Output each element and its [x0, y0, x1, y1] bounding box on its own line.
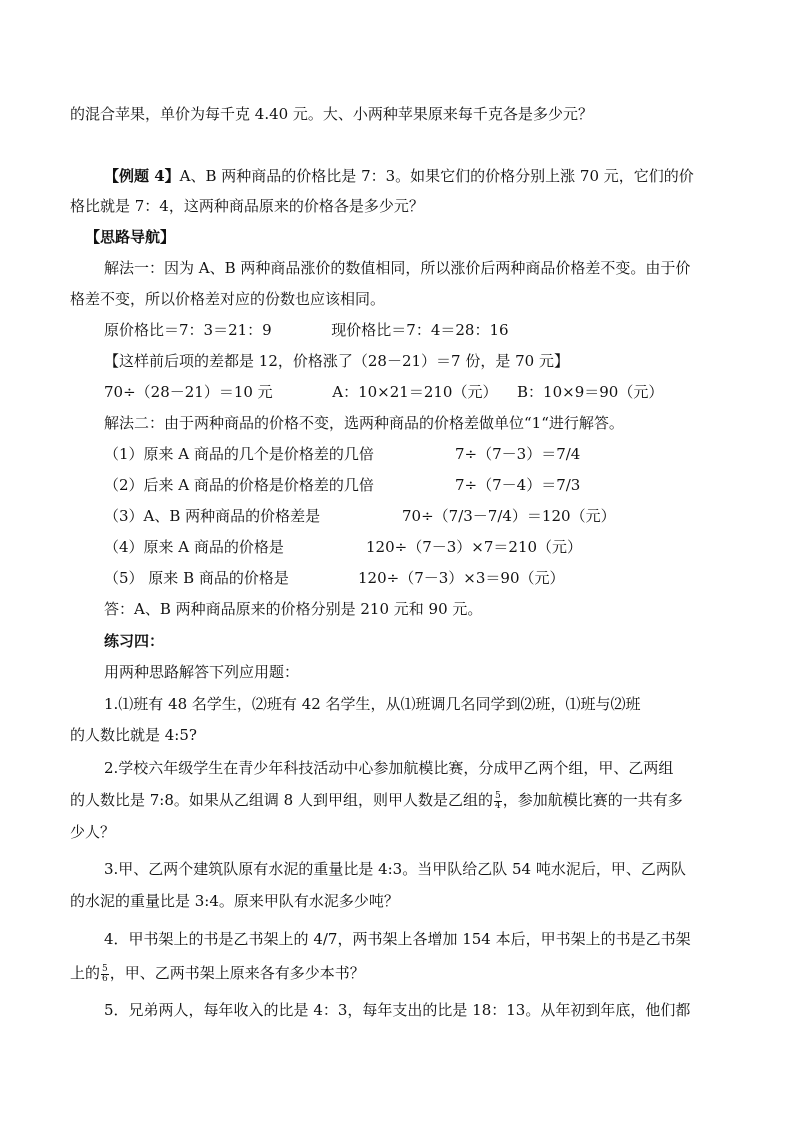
answer-line: 答：A、B 两种商品原来的价格分别是 210 元和 90 元。 [104, 600, 483, 618]
fraction-5-6 [101, 965, 109, 984]
step-formula: 70÷（7/3－7/4）＝120（元） [402, 507, 616, 525]
text-line: 解法二：由于两种商品的价格不变，选两种商品的价格差做单位“1“进行解答。 [104, 414, 624, 432]
question-5: 5．兄弟两人，每年收入的比是 4：3，每年支出的比是 18：13。从年初到年底，他们都 [104, 1001, 691, 1019]
q4-text-end: ，甲、乙两书架上原来各有多少本书？ [109, 964, 365, 982]
step-label: （4）原来 A 商品的价格是 [104, 538, 284, 556]
ratio-line [104, 320, 509, 340]
step-label: （1）原来 A 商品的几个是价格差的几倍 [104, 445, 374, 463]
q4-text: 上的 [70, 964, 101, 982]
fraction-numerator: 5 [102, 963, 108, 974]
text-line: 格差不变，所以价格差对应的份数也应该相同。 [70, 290, 386, 308]
question-2: 2.学校六年级学生在青少年科技活动中心参加航模比赛，分成甲乙两个组，甲、乙两组 [104, 759, 674, 777]
calc-b: B：10×9＝90（元） [517, 383, 664, 401]
text-line: 格比就是 7：4，这两种商品原来的价格各是多少元？ [70, 197, 424, 215]
current-ratio: 现价格比＝7：4＝28：16 [331, 321, 509, 339]
step-line [104, 537, 284, 557]
example-label: 【例题 4】 [104, 167, 180, 185]
step-label: （2）后来 A 商品的价格是价格差的几倍 [104, 476, 374, 494]
step-formula: 120÷（7－3）×3＝90（元） [358, 569, 565, 587]
fraction-5-4 [494, 792, 502, 811]
exercise-intro: 用两种思路解答下列应用题： [104, 663, 300, 681]
text-line: 解法一：因为 A、B 两种商品涨价的数值相同，所以涨价后两种商品价格差不变。由于价 [104, 259, 691, 277]
question-2-cont: 少人？ [70, 823, 116, 841]
q2-text: 的人数比是 7:8。如果从乙组调 8 人到甲组，则甲人数是乙组的 [70, 791, 493, 809]
question-3: 3.甲、乙两个建筑队原有水泥的重量比是 4:3。当甲队给乙队 54 吨水泥后，甲、乙两队 [104, 860, 686, 878]
example-text: A、B 两种商品的价格比是 7：3。如果它们的价格分别上涨 70 元，它们的价 [179, 167, 694, 185]
step-formula: 7÷（7－3）＝7/4 [455, 445, 581, 463]
question-2-cont [70, 790, 683, 811]
original-ratio: 原价格比＝7：3＝21：9 [104, 321, 272, 339]
calc-a: A：10×21＝210（元） [332, 383, 498, 401]
step-line [104, 475, 374, 495]
fraction-numerator: 5 [495, 790, 501, 801]
question-1: 1.⑴班有 48 名学生，⑵班有 42 名学生，从⑴班调几名同学到⑵班，⑴班与⑵班 [104, 695, 641, 713]
question-3-cont: 的水泥的重量比是 3:4。原来甲队有水泥多少吨？ [70, 892, 399, 910]
section-heading: 【思路导航】 [85, 228, 176, 246]
fraction-denominator: 4 [495, 800, 501, 811]
step-label: （3）A、B 两种商品的价格差是 [104, 507, 321, 525]
q2-text-end: ，参加航模比赛的一共有多 [502, 791, 683, 809]
note-line: 【这样前后项的差都是 12，价格涨了（28－21）＝7 份，是 70 元】 [104, 352, 569, 370]
question-4: 4．甲书架上的书是乙书架上的 4/7，两书架上各增加 154 本后，甲书架上的书是乙书架 [104, 930, 691, 948]
example-4-line [104, 166, 694, 186]
fraction-denominator: 6 [102, 973, 108, 984]
step-line [104, 506, 320, 526]
step-formula: 120÷（7－3）×7＝210（元） [366, 538, 583, 556]
text-line: 的混合苹果，单价为每千克 4.40 元。大、小两种苹果原来每千克各是多少元？ [70, 105, 593, 123]
step-line [104, 568, 289, 588]
step-line [104, 444, 374, 464]
exercise-title: 练习四： [104, 632, 165, 650]
question-1-cont: 的人数比就是 4:5? [70, 726, 197, 744]
step-label: （5） 原来 B 商品的价格是 [104, 569, 289, 587]
calc-line [104, 382, 663, 402]
calc-unit: 70÷（28－21）＝10 元 [104, 383, 273, 401]
question-4-cont [70, 963, 365, 984]
step-formula: 7÷（7－4）＝7/3 [455, 476, 581, 494]
